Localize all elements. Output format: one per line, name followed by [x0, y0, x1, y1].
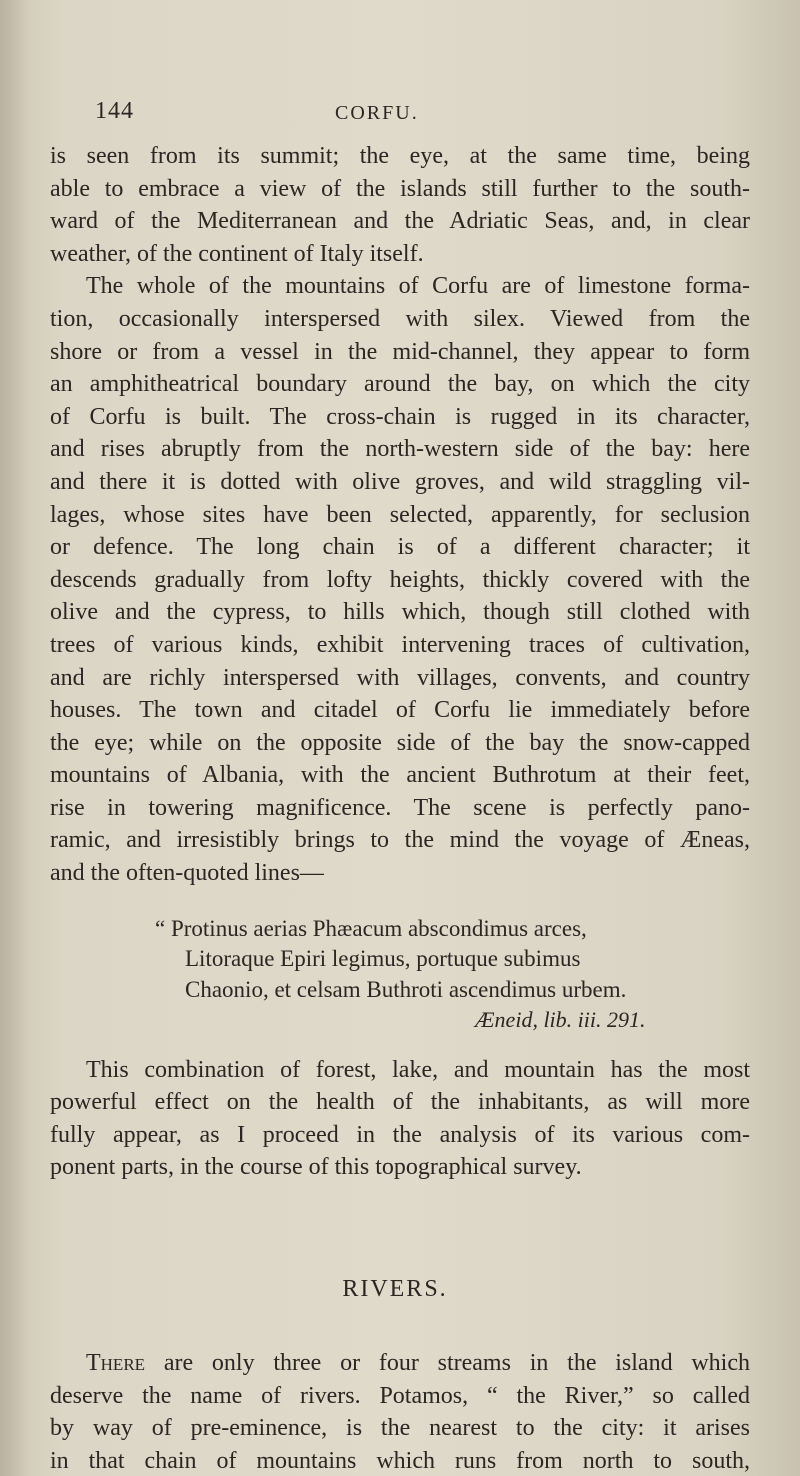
text-line — [50, 1347, 750, 1380]
paragraph-mountains — [50, 270, 750, 889]
text-line: mountains of Albania, with the ancient Buthrotum at their feet, — [50, 762, 750, 789]
text-line: houses. The town and citadel of Corfu lie immediately before — [50, 697, 750, 724]
paragraph-health-effect — [50, 1054, 750, 1184]
text-line: lages, whose sites have been selected, apparently, for seclusion — [50, 501, 750, 528]
quote-citation: Æneid, lib. iii. 291. — [475, 1007, 646, 1033]
page-header — [95, 98, 735, 138]
section-heading-rivers: RIVERS. — [342, 1276, 448, 1303]
text-line: weather, of the continent of Italy itself. — [50, 240, 424, 267]
text-line: or defence. The long chain is of a different character; it — [50, 534, 750, 561]
text-line: fully appear, as I proceed in the analysis of its various com- — [50, 1121, 750, 1148]
text-line: and are richly interspersed with villages, convents, and country — [50, 664, 750, 691]
paragraph-rivers — [50, 1347, 750, 1476]
running-title: CORFU. — [335, 102, 419, 124]
text-line: descends gradually from lofty heights, thickly covered with the — [50, 566, 750, 593]
text-fragment: are only three or four streams in the island which — [145, 1350, 750, 1377]
text-line: an amphitheatrical boundary around the bay, on which the city — [50, 371, 750, 398]
text-line: trees of various kinds, exhibit intervening traces of cultivation, — [50, 631, 750, 658]
text-line: olive and the cypress, to hills which, though still clothed with — [50, 599, 750, 626]
drop-word: There — [86, 1350, 146, 1377]
text-line: ward of the Mediterranean and the Adriatic Seas, and, in clear — [50, 208, 750, 235]
text-line: tion, occasionally interspersed with silex. Viewed from the — [50, 305, 750, 332]
page-number: 144 — [95, 98, 134, 124]
latin-quotation — [155, 914, 715, 1036]
text-line: and rises abruptly from the north-western side of the bay: here — [50, 436, 750, 463]
quote-line: “ Protinus aerias Phæacum abscondimus arces, — [155, 915, 587, 941]
body-text — [50, 140, 750, 1476]
text-line: powerful effect on the health of the inhabitants, as will more — [50, 1089, 750, 1116]
quote-line: Chaonio, et celsam Buthroti ascendimus urbem. — [185, 976, 627, 1002]
text-line: the eye; while on the opposite side of the bay the snow-capped — [50, 729, 750, 756]
text-line: The whole of the mountains of Corfu are of limestone forma- — [86, 273, 750, 300]
text-line: and there it is dotted with olive groves, and wild straggling vil- — [50, 468, 750, 495]
text-line: ramic, and irresistibly brings to the mind the voyage of Æneas, — [50, 827, 750, 854]
text-line: This combination of forest, lake, and mountain has the most — [86, 1056, 750, 1083]
text-line: rise in towering magnificence. The scene is perfectly pano- — [50, 794, 750, 821]
text-line: and the often-quoted lines— — [50, 860, 324, 887]
paragraph-summit-view — [50, 140, 750, 270]
page-gutter-shadow — [0, 0, 30, 1476]
text-line: of Corfu is built. The cross-chain is rugged in its character, — [50, 403, 750, 430]
quote-line: Litoraque Epiri legimus, portuque subimus — [185, 946, 581, 972]
text-line: is seen from its summit; the eye, at the same time, being — [50, 143, 750, 169]
text-line: able to embrace a view of the islands still further to the south- — [50, 175, 750, 202]
text-line: in that chain of mountains which runs from north to south, — [50, 1447, 750, 1474]
text-line: by way of pre-eminence, is the nearest to the city: it arises — [50, 1415, 750, 1442]
text-line: ponent parts, in the course of this topographical survey. — [50, 1154, 582, 1181]
text-line: deserve the name of rivers. Potamos, “ the River,” so called — [50, 1382, 750, 1409]
text-line: shore or from a vessel in the mid-channel, they appear to form — [50, 338, 750, 365]
